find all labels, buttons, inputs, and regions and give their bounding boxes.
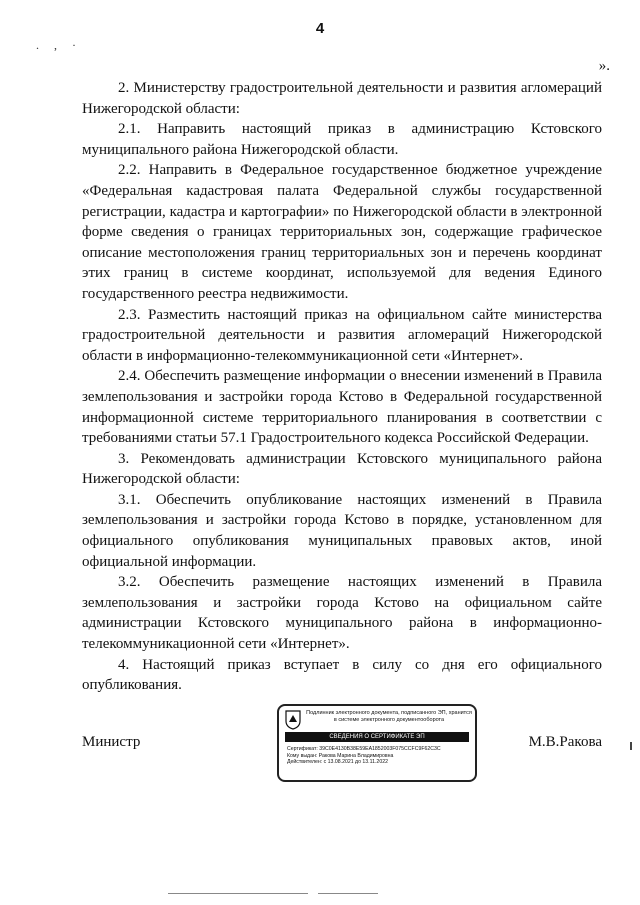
stamp-header: Подлинник электронного документа, подписанного ЭП, хранится в системе электронного документооборота (306, 710, 472, 723)
stamp-details (287, 746, 473, 766)
coat-of-arms-icon (285, 710, 301, 730)
bottom-scan-line-short (318, 893, 378, 894)
scan-marks: . , · (36, 38, 82, 52)
paragraph-3-2: 3.2. Обеспечить размещение настоящих изменений в Правила землепользования и застройки города Кстово на официальном сайте администрации Кстовского муниципального района в информационно-телекоммуникационной сети «Интернет». (82, 574, 602, 653)
scan-edge-mark (630, 742, 632, 750)
paragraph-2-4: 2.4. Обеспечить размещение информации о внесении изменений в Правила землепользования и застройки города Кстово в Федеральной государственной информационной системе территориального планирования в соответствии с требованиями статьи 57.1 Градостроительного кодекса Российской Федерации. (82, 368, 602, 447)
page-number: 4 (315, 20, 325, 37)
signature-block (82, 704, 602, 794)
paragraph-2-2: 2.2. Направить в Федеральное государственное бюджетное учреждение «Федеральная кадастровая палата Федеральной службы государственной регистрации, кадастра и картографии» по Нижегородской области в электронной форме сведения о границах территориальных зон, содержащие графическое описание местоположения границ территориальных зон и перечень координат этих границ в системе координат, используемой для ведения Единого государственного реестра недвижимости. (82, 162, 602, 302)
e-signature-stamp (277, 704, 477, 782)
signer-title: Министр (82, 734, 141, 750)
document-body (82, 78, 602, 696)
paragraph-2-3: 2.3. Разместить настоящий приказ на официальном сайте министерства градостроительной деятельности и развития агломераций Нижегородской области в информационно-телекоммуникационной сети «Интернет». (82, 306, 602, 364)
paragraph-4: 4. Настоящий приказ вступает в силу со дня его официального опубликования. (82, 656, 602, 694)
paragraph-3-1: 3.1. Обеспечить опубликование настоящих изменений в Правила землепользования и застройки города Кстово в порядке, установленном для официального опубликования муниципальных правовых актов, иной официальной информации. (82, 491, 602, 570)
bottom-scan-line (168, 893, 308, 894)
stamp-validity: Действителен: с 13.08.2021 до 13.11.2022 (287, 759, 388, 766)
stamp-certificate: Сертификат: 39C0E4130B38E59EA1852003F075CCFC9F62C3C (287, 746, 441, 752)
paragraph-2: 2. Министерству градостроительной деятельности и развития агломераций Нижегородской области: (82, 80, 602, 117)
quote-close: ». (598, 58, 610, 74)
stamp-owner: Кому выдан: Ракова Марина Владимировна (287, 752, 394, 759)
signer-name: М.В.Ракова (528, 734, 602, 750)
paragraph-2-1: 2.1. Направить настоящий приказ в администрацию Кстовского муниципального района Нижегородской области. (82, 121, 602, 158)
paragraph-3: 3. Рекомендовать администрации Кстовского муниципального района Нижегородской области: (82, 450, 602, 488)
stamp-title-bar: СВЕДЕНИЯ О СЕРТИФИКАТЕ ЭП (285, 732, 469, 742)
